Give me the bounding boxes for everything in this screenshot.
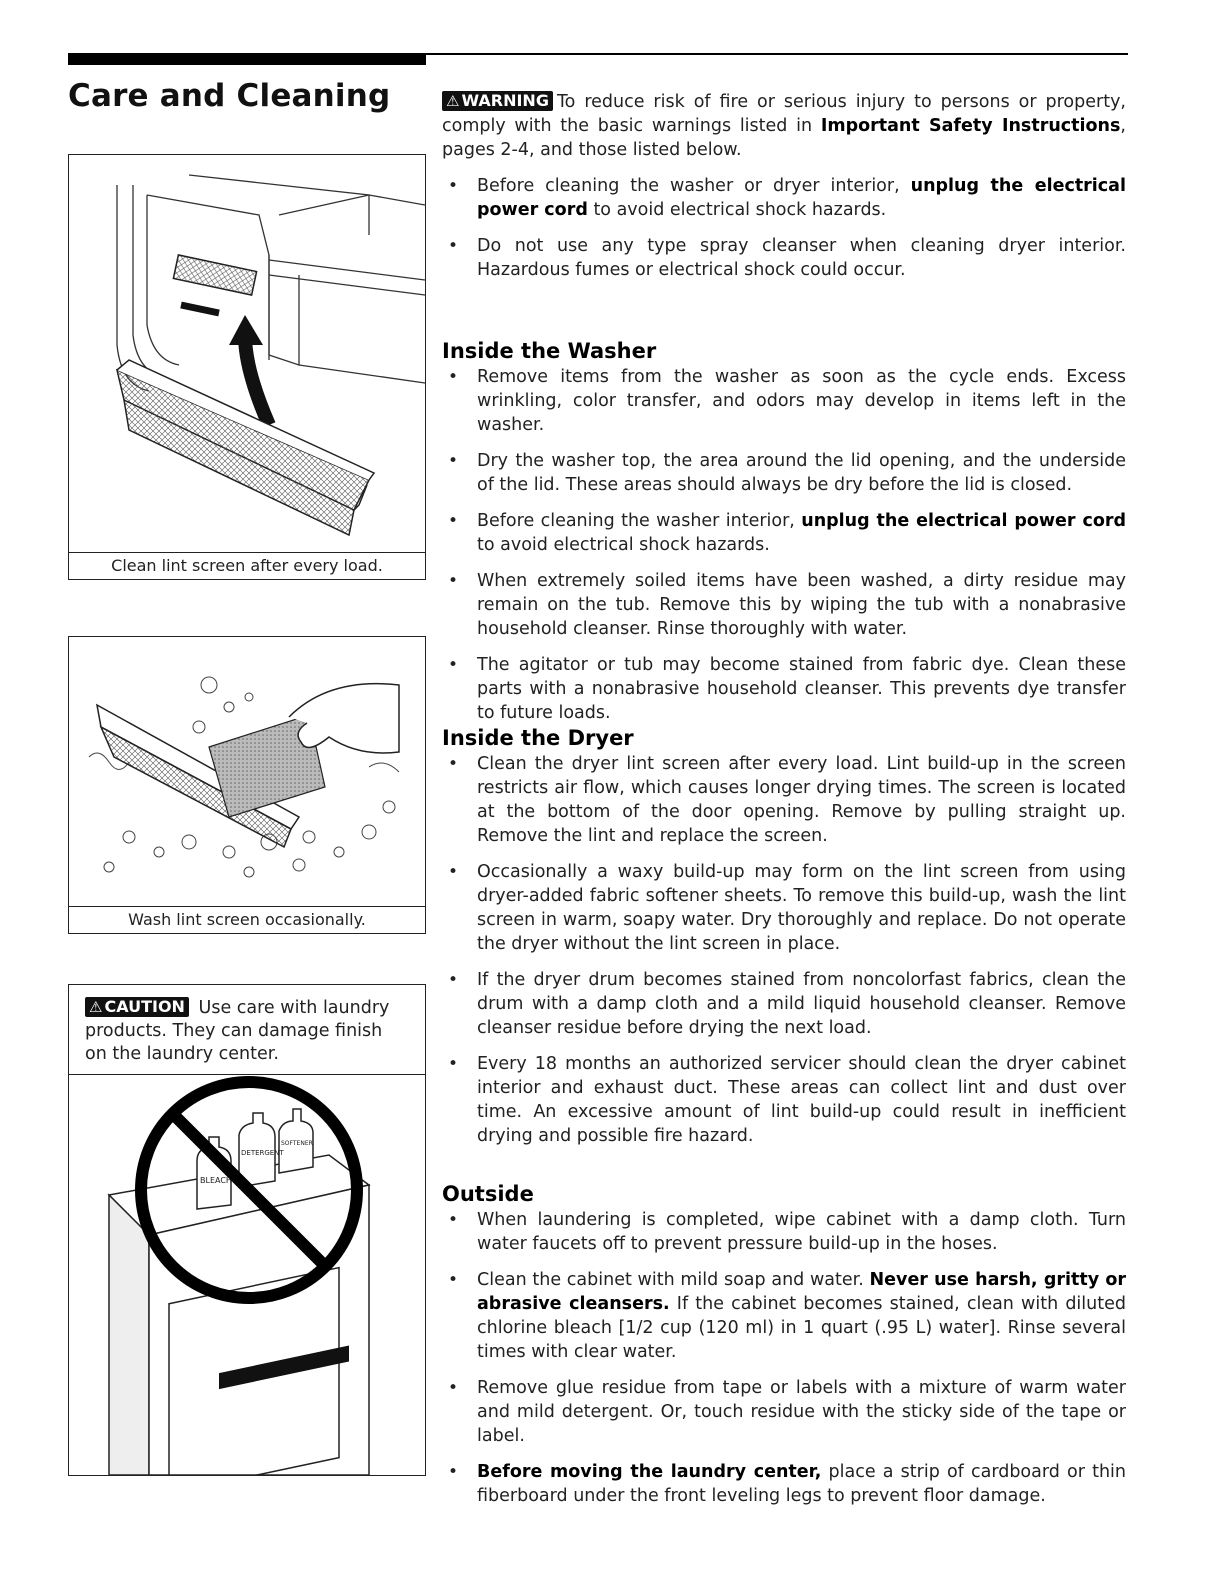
page-title: Care and Cleaning <box>68 78 391 114</box>
list-item: • Clean the dryer lint screen after every load. Lint build-up in the screen restricts air flow, which causes longer drying times. The screen is located at the bottom of the door opening. Remove by pulling straight up. Remove the lint and replace the screen. <box>442 752 1126 848</box>
washer-section <box>442 337 1126 737</box>
outside-list <box>442 1208 1126 1508</box>
list-item: • Before cleaning the washer interior, unplug the electrical power cord to avoid electrical shock hazards. <box>442 509 1126 557</box>
list-item: • When extremely soiled items have been washed, a dirty residue may remain on the tub. Remove this by wiping the tub with a nonabrasive household cleanser. Rinse thoroughly with water. <box>442 569 1126 641</box>
figure-caption: Wash lint screen occasionally. <box>128 910 366 929</box>
list-item: • Remove items from the washer as soon as the cycle ends. Excess wrinkling, color transfer, and odors may develop in items left in the washer. <box>442 365 1126 437</box>
section-heading: Inside the Dryer <box>442 726 634 750</box>
bottle-label-bleach: BLEACH <box>200 1176 232 1185</box>
header-rule-thick <box>68 53 426 65</box>
list-item: • If the dryer drum becomes stained from noncolorfast fabrics, clean the drum with a damp cloth and a mild liquid household cleanser. Remove cleanser residue before drying the next load. <box>442 968 1126 1040</box>
lint-screen-illustration <box>69 155 425 553</box>
list-item: • Occasionally a waxy build-up may form on the lint screen from using dryer-added fabric softener sheets. To remove this build-up, wash the lint screen in warm, soapy water. Dry thoroughly and replace. Do not operate the dryer without the lint screen in place. <box>442 860 1126 956</box>
list-item: • When laundering is completed, wipe cabinet with a damp cloth. Turn water faucets off to prevent pressure build-up in the hoses. <box>442 1208 1126 1256</box>
section-heading: Outside <box>442 1182 534 1206</box>
figure-caution <box>68 984 426 1476</box>
caution-message: ⚠ CAUTION Use care with laundry products. They can damage finish on the laundry center. <box>69 985 425 1075</box>
wash-screen-illustration <box>69 637 425 907</box>
list-item: • Remove glue residue from tape or labels with a mixture of warm water and mild detergent. Or, touch residue with the sticky side of the tape or label. <box>442 1376 1126 1448</box>
caution-badge: ⚠ CAUTION <box>85 997 189 1017</box>
bottle-label-detergent: DETERGENT <box>241 1149 284 1157</box>
figure-lint-screen <box>68 154 426 580</box>
warning-triangle-icon: ⚠ <box>446 92 460 110</box>
section-heading: Inside the Washer <box>442 339 657 363</box>
list-item: • The agitator or tub may become stained from fabric dye. Clean these parts with a nonabrasive household cleanser. This prevents dye transfer to future loads. <box>442 653 1126 725</box>
list-item: • Before moving the laundry center, place a strip of cardboard or thin fiberboard under the front leveling legs to prevent floor damage. <box>442 1460 1126 1508</box>
warning-list <box>442 174 1126 282</box>
warning-badge: ⚠ WARNING <box>442 91 553 111</box>
bottle-label-softener: SOFTENER <box>281 1140 313 1147</box>
outside-section <box>442 1180 1126 1520</box>
list-item: • Before cleaning the washer or dryer interior, unplug the electrical power cord to avoid electrical shock hazards. <box>442 174 1126 222</box>
dryer-list <box>442 752 1126 1148</box>
dryer-section <box>442 724 1126 1160</box>
no-harsh-products-illustration <box>69 1075 425 1475</box>
warning-triangle-icon: ⚠ <box>89 998 103 1016</box>
list-item: • Do not use any type spray cleanser when cleaning dryer interior. Hazardous fumes or electrical shock could occur. <box>442 234 1126 282</box>
list-item: • Clean the cabinet with mild soap and water. Never use harsh, gritty or abrasive cleansers. If the cabinet becomes stained, clean with diluted chlorine bleach [1/2 cup (120 ml) in 1 quart (.95 L) water]. Rinse several times with clear water. <box>442 1268 1126 1364</box>
warning-intro: ⚠ WARNING To reduce risk of fire or serious injury to persons or property, comply with the basic warnings listed in Important Safety Instructions, pages 2-4, and those listed below. <box>442 91 1126 160</box>
warning-section <box>442 90 1126 294</box>
figure-caption: Clean lint screen after every load. <box>111 556 383 575</box>
figure-wash-screen <box>68 636 426 934</box>
washer-list <box>442 365 1126 725</box>
list-item: • Dry the washer top, the area around the lid opening, and the underside of the lid. These areas should always be dry before the lid is closed. <box>442 449 1126 497</box>
list-item: • Every 18 months an authorized servicer should clean the dryer cabinet interior and exhaust duct. These areas can collect lint and dust over time. An excessive amount of lint build-up could result in inefficient drying and possible fire hazard. <box>442 1052 1126 1148</box>
